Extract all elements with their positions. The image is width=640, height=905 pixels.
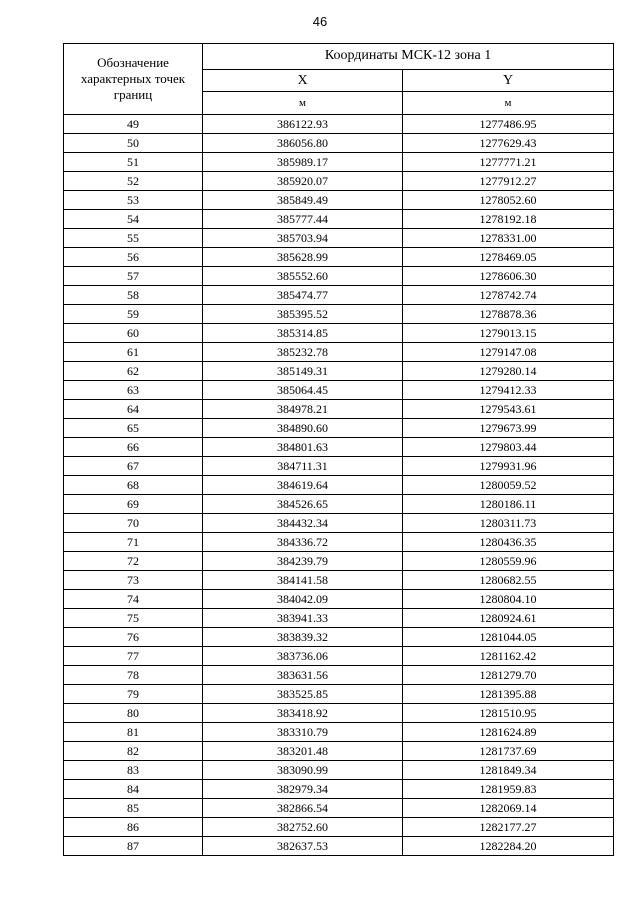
x-coordinate-cell: 384978.21 (203, 400, 403, 419)
point-id-cell: 56 (64, 248, 203, 267)
table-body (64, 115, 614, 856)
y-coordinate-cell: 1278331.00 (403, 229, 614, 248)
point-id-cell: 79 (64, 685, 203, 704)
table-row (64, 210, 614, 229)
y-coordinate-cell: 1277912.27 (403, 172, 614, 191)
y-coordinate-cell: 1282284.20 (403, 837, 614, 856)
y-coordinate-cell: 1280186.11 (403, 495, 614, 514)
table-row (64, 286, 614, 305)
y-coordinate-cell: 1281162.42 (403, 647, 614, 666)
point-id-cell: 76 (64, 628, 203, 647)
y-coordinate-cell: 1282069.14 (403, 799, 614, 818)
y-coordinate-cell: 1279673.99 (403, 419, 614, 438)
table-row (64, 723, 614, 742)
point-id-cell: 72 (64, 552, 203, 571)
table-row (64, 362, 614, 381)
table-row (64, 799, 614, 818)
point-id-cell: 59 (64, 305, 203, 324)
x-coordinate-cell: 386122.93 (203, 115, 403, 134)
x-coordinate-cell: 382866.54 (203, 799, 403, 818)
y-coordinate-cell: 1281849.34 (403, 761, 614, 780)
point-id-cell: 74 (64, 590, 203, 609)
point-id-cell: 83 (64, 761, 203, 780)
point-id-cell: 86 (64, 818, 203, 837)
table-row (64, 248, 614, 267)
y-coordinate-cell: 1278192.18 (403, 210, 614, 229)
x-coordinate-cell: 385552.60 (203, 267, 403, 286)
point-id-cell: 82 (64, 742, 203, 761)
point-id-cell: 63 (64, 381, 203, 400)
point-id-cell: 66 (64, 438, 203, 457)
x-coordinate-cell: 384042.09 (203, 590, 403, 609)
table-row (64, 438, 614, 457)
y-coordinate-cell: 1281624.89 (403, 723, 614, 742)
point-column-header: Обозначение характерных точек границ (64, 44, 203, 115)
y-coordinate-cell: 1279931.96 (403, 457, 614, 476)
y-coordinate-cell: 1278469.05 (403, 248, 614, 267)
x-column-header: X (203, 69, 403, 92)
x-unit-header: м (203, 92, 403, 115)
x-coordinate-cell: 383525.85 (203, 685, 403, 704)
point-id-cell: 68 (64, 476, 203, 495)
table-row (64, 305, 614, 324)
point-id-cell: 67 (64, 457, 203, 476)
x-coordinate-cell: 385849.49 (203, 191, 403, 210)
x-coordinate-cell: 384890.60 (203, 419, 403, 438)
y-unit-header: м (403, 92, 614, 115)
table-row (64, 400, 614, 419)
table-row (64, 343, 614, 362)
table-row (64, 533, 614, 552)
point-id-cell: 61 (64, 343, 203, 362)
point-id-cell: 65 (64, 419, 203, 438)
point-id-cell: 55 (64, 229, 203, 248)
x-coordinate-cell: 385474.77 (203, 286, 403, 305)
table-row (64, 685, 614, 704)
y-coordinate-cell: 1280804.10 (403, 590, 614, 609)
point-id-cell: 71 (64, 533, 203, 552)
x-coordinate-cell: 385989.17 (203, 153, 403, 172)
y-coordinate-cell: 1277486.95 (403, 115, 614, 134)
x-coordinate-cell: 385149.31 (203, 362, 403, 381)
y-coordinate-cell: 1281959.83 (403, 780, 614, 799)
y-coordinate-cell: 1277629.43 (403, 134, 614, 153)
y-coordinate-cell: 1281510.95 (403, 704, 614, 723)
table-row (64, 742, 614, 761)
table-row (64, 780, 614, 799)
point-id-cell: 58 (64, 286, 203, 305)
point-id-cell: 51 (64, 153, 203, 172)
y-coordinate-cell: 1280682.55 (403, 571, 614, 590)
x-coordinate-cell: 385064.45 (203, 381, 403, 400)
coordinates-table (63, 43, 614, 856)
x-coordinate-cell: 384526.65 (203, 495, 403, 514)
point-id-cell: 54 (64, 210, 203, 229)
table-row (64, 666, 614, 685)
table-row (64, 761, 614, 780)
x-coordinate-cell: 385920.07 (203, 172, 403, 191)
table-row (64, 115, 614, 134)
coordinate-system-header: Координаты МСК-12 зона 1 (203, 44, 614, 70)
x-coordinate-cell: 383941.33 (203, 609, 403, 628)
x-coordinate-cell: 382979.34 (203, 780, 403, 799)
y-coordinate-cell: 1279280.14 (403, 362, 614, 381)
x-coordinate-cell: 384711.31 (203, 457, 403, 476)
point-id-cell: 85 (64, 799, 203, 818)
x-coordinate-cell: 385395.52 (203, 305, 403, 324)
table-row (64, 837, 614, 856)
page-number: 46 (312, 14, 328, 29)
table-row (64, 647, 614, 666)
table-row (64, 134, 614, 153)
table-row (64, 381, 614, 400)
table-row (64, 419, 614, 438)
point-id-cell: 62 (64, 362, 203, 381)
x-coordinate-cell: 384619.64 (203, 476, 403, 495)
y-coordinate-cell: 1279013.15 (403, 324, 614, 343)
x-coordinate-cell: 383839.32 (203, 628, 403, 647)
point-id-cell: 73 (64, 571, 203, 590)
point-id-cell: 52 (64, 172, 203, 191)
table-row (64, 267, 614, 286)
y-coordinate-cell: 1277771.21 (403, 153, 614, 172)
point-id-cell: 87 (64, 837, 203, 856)
x-coordinate-cell: 386056.80 (203, 134, 403, 153)
table-row (64, 172, 614, 191)
x-coordinate-cell: 383310.79 (203, 723, 403, 742)
point-id-cell: 70 (64, 514, 203, 533)
y-coordinate-cell: 1280559.96 (403, 552, 614, 571)
point-id-cell: 50 (64, 134, 203, 153)
table-row (64, 229, 614, 248)
x-coordinate-cell: 385628.99 (203, 248, 403, 267)
x-coordinate-cell: 385777.44 (203, 210, 403, 229)
point-id-cell: 57 (64, 267, 203, 286)
x-coordinate-cell: 383631.56 (203, 666, 403, 685)
x-coordinate-cell: 384801.63 (203, 438, 403, 457)
table-row (64, 153, 614, 172)
x-coordinate-cell: 385314.85 (203, 324, 403, 343)
table-row (64, 552, 614, 571)
y-coordinate-cell: 1278878.36 (403, 305, 614, 324)
point-id-cell: 75 (64, 609, 203, 628)
y-coordinate-cell: 1280059.52 (403, 476, 614, 495)
table-row (64, 191, 614, 210)
point-id-cell: 69 (64, 495, 203, 514)
x-coordinate-cell: 383736.06 (203, 647, 403, 666)
y-coordinate-cell: 1281737.69 (403, 742, 614, 761)
x-coordinate-cell: 385232.78 (203, 343, 403, 362)
x-coordinate-cell: 385703.94 (203, 229, 403, 248)
table-row (64, 704, 614, 723)
x-coordinate-cell: 382637.53 (203, 837, 403, 856)
table-row (64, 457, 614, 476)
table-row (64, 609, 614, 628)
x-coordinate-cell: 384336.72 (203, 533, 403, 552)
x-coordinate-cell: 383090.99 (203, 761, 403, 780)
y-coordinate-cell: 1279147.08 (403, 343, 614, 362)
y-coordinate-cell: 1278052.60 (403, 191, 614, 210)
y-coordinate-cell: 1278606.30 (403, 267, 614, 286)
table-row (64, 495, 614, 514)
point-id-cell: 60 (64, 324, 203, 343)
x-coordinate-cell: 383201.48 (203, 742, 403, 761)
table-row (64, 818, 614, 837)
point-id-cell: 64 (64, 400, 203, 419)
x-coordinate-cell: 384239.79 (203, 552, 403, 571)
x-coordinate-cell: 384141.58 (203, 571, 403, 590)
x-coordinate-cell: 384432.34 (203, 514, 403, 533)
table-header (64, 44, 614, 115)
y-coordinate-cell: 1281044.05 (403, 628, 614, 647)
point-id-cell: 77 (64, 647, 203, 666)
y-coordinate-cell: 1281279.70 (403, 666, 614, 685)
table-row (64, 590, 614, 609)
x-coordinate-cell: 382752.60 (203, 818, 403, 837)
y-coordinate-cell: 1280924.61 (403, 609, 614, 628)
y-coordinate-cell: 1278742.74 (403, 286, 614, 305)
y-coordinate-cell: 1279412.33 (403, 381, 614, 400)
y-coordinate-cell: 1281395.88 (403, 685, 614, 704)
y-coordinate-cell: 1280436.35 (403, 533, 614, 552)
y-coordinate-cell: 1280311.73 (403, 514, 614, 533)
point-id-cell: 49 (64, 115, 203, 134)
point-id-cell: 53 (64, 191, 203, 210)
table-row (64, 571, 614, 590)
table-row (64, 628, 614, 647)
table-row (64, 476, 614, 495)
y-column-header: Y (403, 69, 614, 92)
y-coordinate-cell: 1279543.61 (403, 400, 614, 419)
x-coordinate-cell: 383418.92 (203, 704, 403, 723)
point-id-cell: 84 (64, 780, 203, 799)
point-id-cell: 81 (64, 723, 203, 742)
y-coordinate-cell: 1279803.44 (403, 438, 614, 457)
point-id-cell: 80 (64, 704, 203, 723)
y-coordinate-cell: 1282177.27 (403, 818, 614, 837)
table-row (64, 514, 614, 533)
point-id-cell: 78 (64, 666, 203, 685)
table-row (64, 324, 614, 343)
